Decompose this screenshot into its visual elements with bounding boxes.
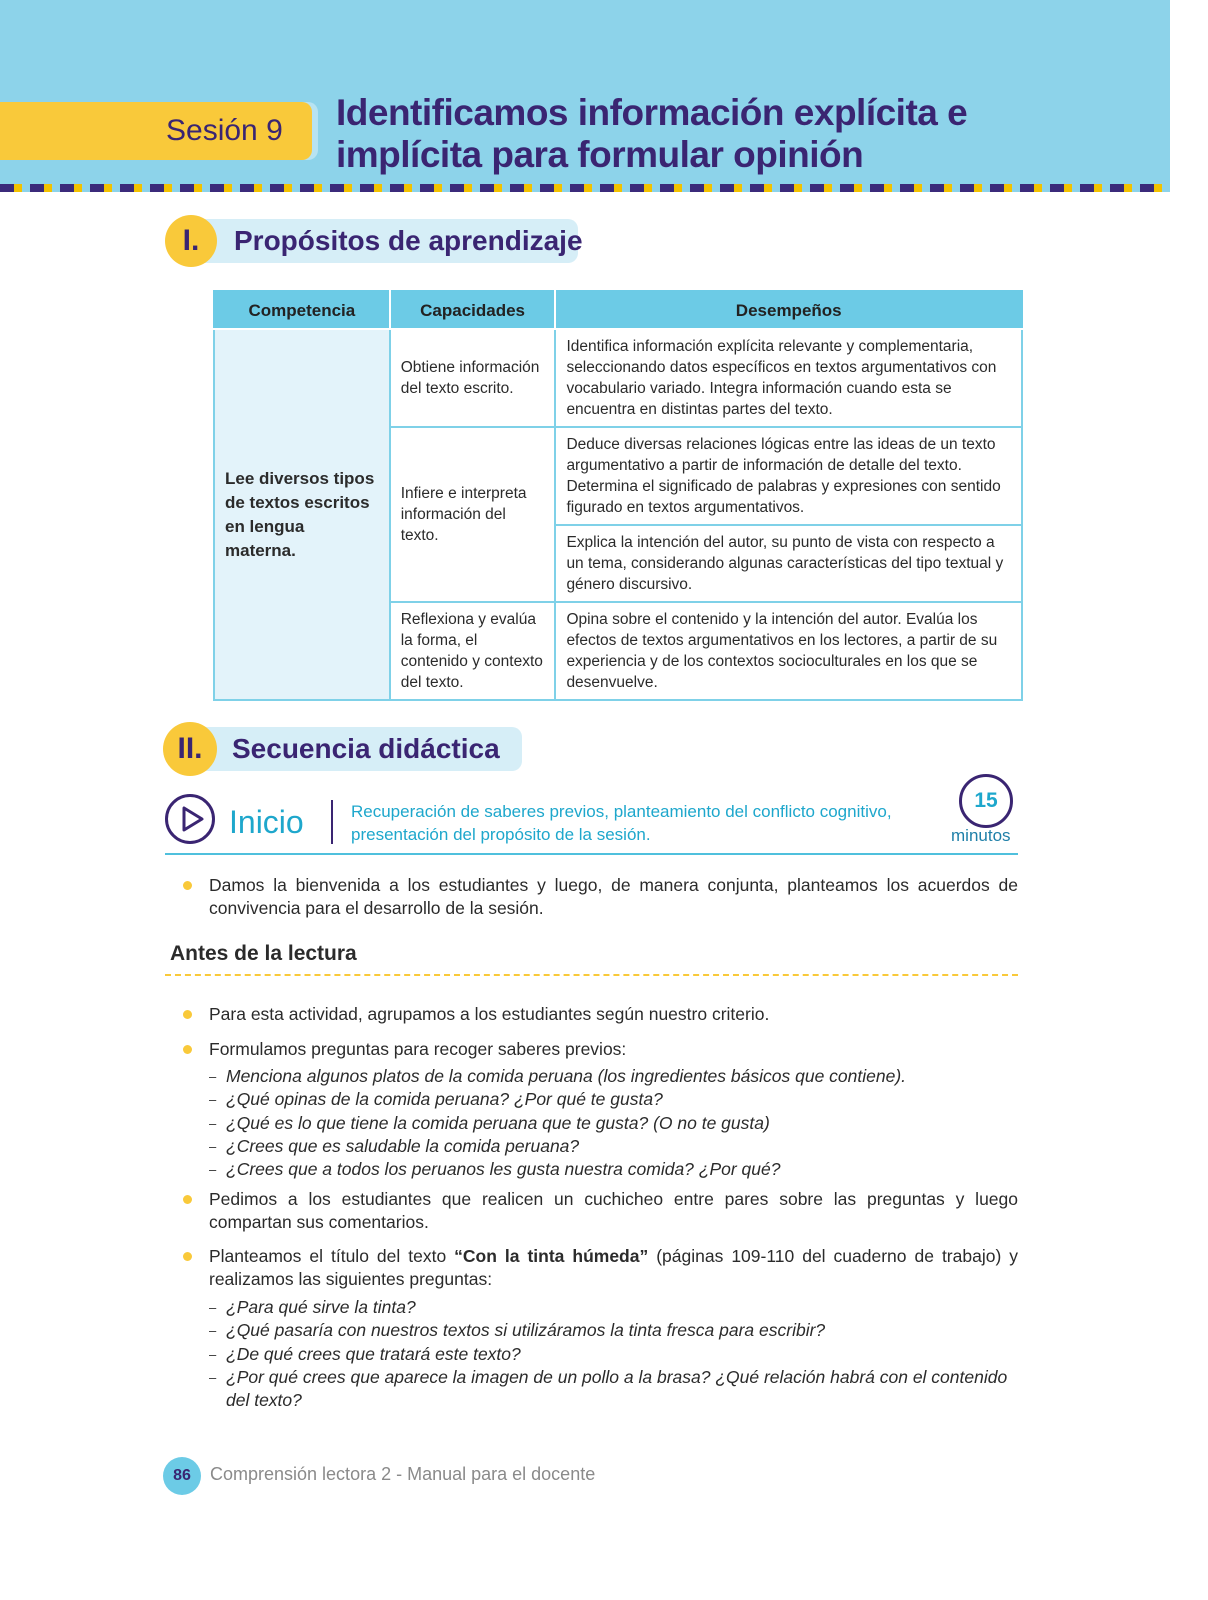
bullet-welcome: Damos la bienvenida a los estudiantes y luego, de manera conjunta, planteamos los acuerdos de convivencia para el desarrollo de la sesión. [209,875,1018,918]
timer-minutes: 15 [974,789,998,812]
table-cell-capacidad: Infiere e interpreta información del texto. [390,427,556,602]
table-cell-desempeno: Explica la intención del autor, su punto de vista con respecto a un tema, considerando algunas características del tipo textual y género discursivo. [555,525,1022,602]
table-header-desempenos: Desempeños [555,291,1022,329]
section1-number: I. [165,215,217,267]
inicio-divider [331,800,333,844]
table-cell-capacidad: Obtiene información del texto escrito. [390,329,556,427]
list-item: – ¿Qué es lo que tiene la comida peruana que te gusta? (O no te gusta) [209,1112,1018,1135]
table-cell-capacidad: Reflexiona y evalúa la forma, el contenido y contexto del texto. [390,602,556,700]
list-item: – ¿Qué opinas de la comida peruana? ¿Por qué te gusta? [209,1088,1018,1111]
inicio-description: Recuperación de saberes previos, planteamiento del conflicto cognitivo, presentación del propósito de la sesión. [351,802,892,844]
table-cell-desempeno: Deduce diversas relaciones lógicas entre las ideas de un texto argumentativo a partir de información de detalle del texto. Determina el significado de palabras y expresiones con sentido figurado en textos argumentativos. [555,427,1022,525]
play-icon [165,794,215,844]
table-header-competencia: Competencia [214,291,390,329]
page-title-line2: implícita para formular opinión [336,134,864,175]
table-cell-competencia: Lee diversos tipos de textos escritos en lengua materna. [214,329,390,700]
page-title [336,92,1096,176]
questions-list-1 [209,1065,1018,1181]
table-cell-desempeno: Identifica información explícita relevante y complementaria, seleccionando datos específicos en textos argumentativos con vocabulario variado. Integra información cuando esta se encuentra en distintas partes del texto. [555,329,1022,427]
timer-label: minutos [951,826,1011,845]
footer-book-title: Comprensión lectora 2 - Manual para el docente [210,1464,596,1484]
questions-list-2 [209,1296,1018,1412]
section1-title: Propósitos de aprendizaje [234,225,583,256]
timer-icon [959,774,1013,828]
list-item: – ¿Qué pasaría con nuestros textos si utilizáramos la tinta fresca para escribir? [209,1319,1018,1342]
list-item: – ¿Crees que es saludable la comida peruana? [209,1135,1018,1158]
table-header-row [214,291,1022,329]
header-dash-border [0,184,1170,192]
bullet-title-post: (páginas 109-110 del cuaderno de trabajo) y realizamos las siguientes preguntas: [209,1246,1019,1289]
list-item: – Menciona algunos platos de la comida peruana (los ingredientes básicos que contiene). [209,1065,1018,1088]
inicio-title: Inicio [229,804,304,840]
page-title-line1: Identificamos información explícita e [336,92,968,133]
bullet-title-text [209,1245,1018,1291]
inicio-underline [165,853,1018,855]
list-item: – ¿De qué crees que tratará este texto? [209,1343,1018,1366]
session-label: Sesión 9 [166,114,283,147]
section2-title: Secuencia didáctica [232,733,500,764]
page-number: 86 [163,1457,201,1495]
session-tag [0,102,312,160]
bullet-questions-intro: Formulamos preguntas para recoger saberes previos: [209,1038,1018,1061]
section2-number: II. [163,722,217,776]
list-item: – ¿Por qué crees que aparece la imagen de un pollo a la brasa? ¿Qué relación habrá con el contenido del texto? [209,1366,1018,1413]
list-item: – ¿Para qué sirve la tinta? [209,1296,1018,1319]
bullet-title-bold: “Con la tinta húmeda” [454,1246,649,1266]
bullet-cuchicheo: Pedimos a los estudiantes que realicen un cuchicheo entre pares sobre las preguntas y luego compartan sus comentarios. [209,1189,1018,1232]
table-cell-desempeno: Opina sobre el contenido y la intención del autor. Evalúa los efectos de textos argumentativos en los lectores, a partir de su experiencia y de los contextos socioculturales en los que se desenvuelve. [555,602,1022,700]
antes-heading: Antes de la lectura [170,942,357,965]
table-header-capacidades: Capacidades [390,291,556,329]
antes-divider [165,974,1018,976]
purpose-table [213,290,1023,701]
list-item: – ¿Crees que a todos los peruanos les gusta nuestra comida? ¿Por qué? [209,1158,1018,1181]
bullet-group: Para esta actividad, agrupamos a los estudiantes según nuestro criterio. [209,1003,1018,1026]
table-row [214,329,1022,427]
bullet-title-pre: Planteamos el título del texto [209,1246,455,1266]
